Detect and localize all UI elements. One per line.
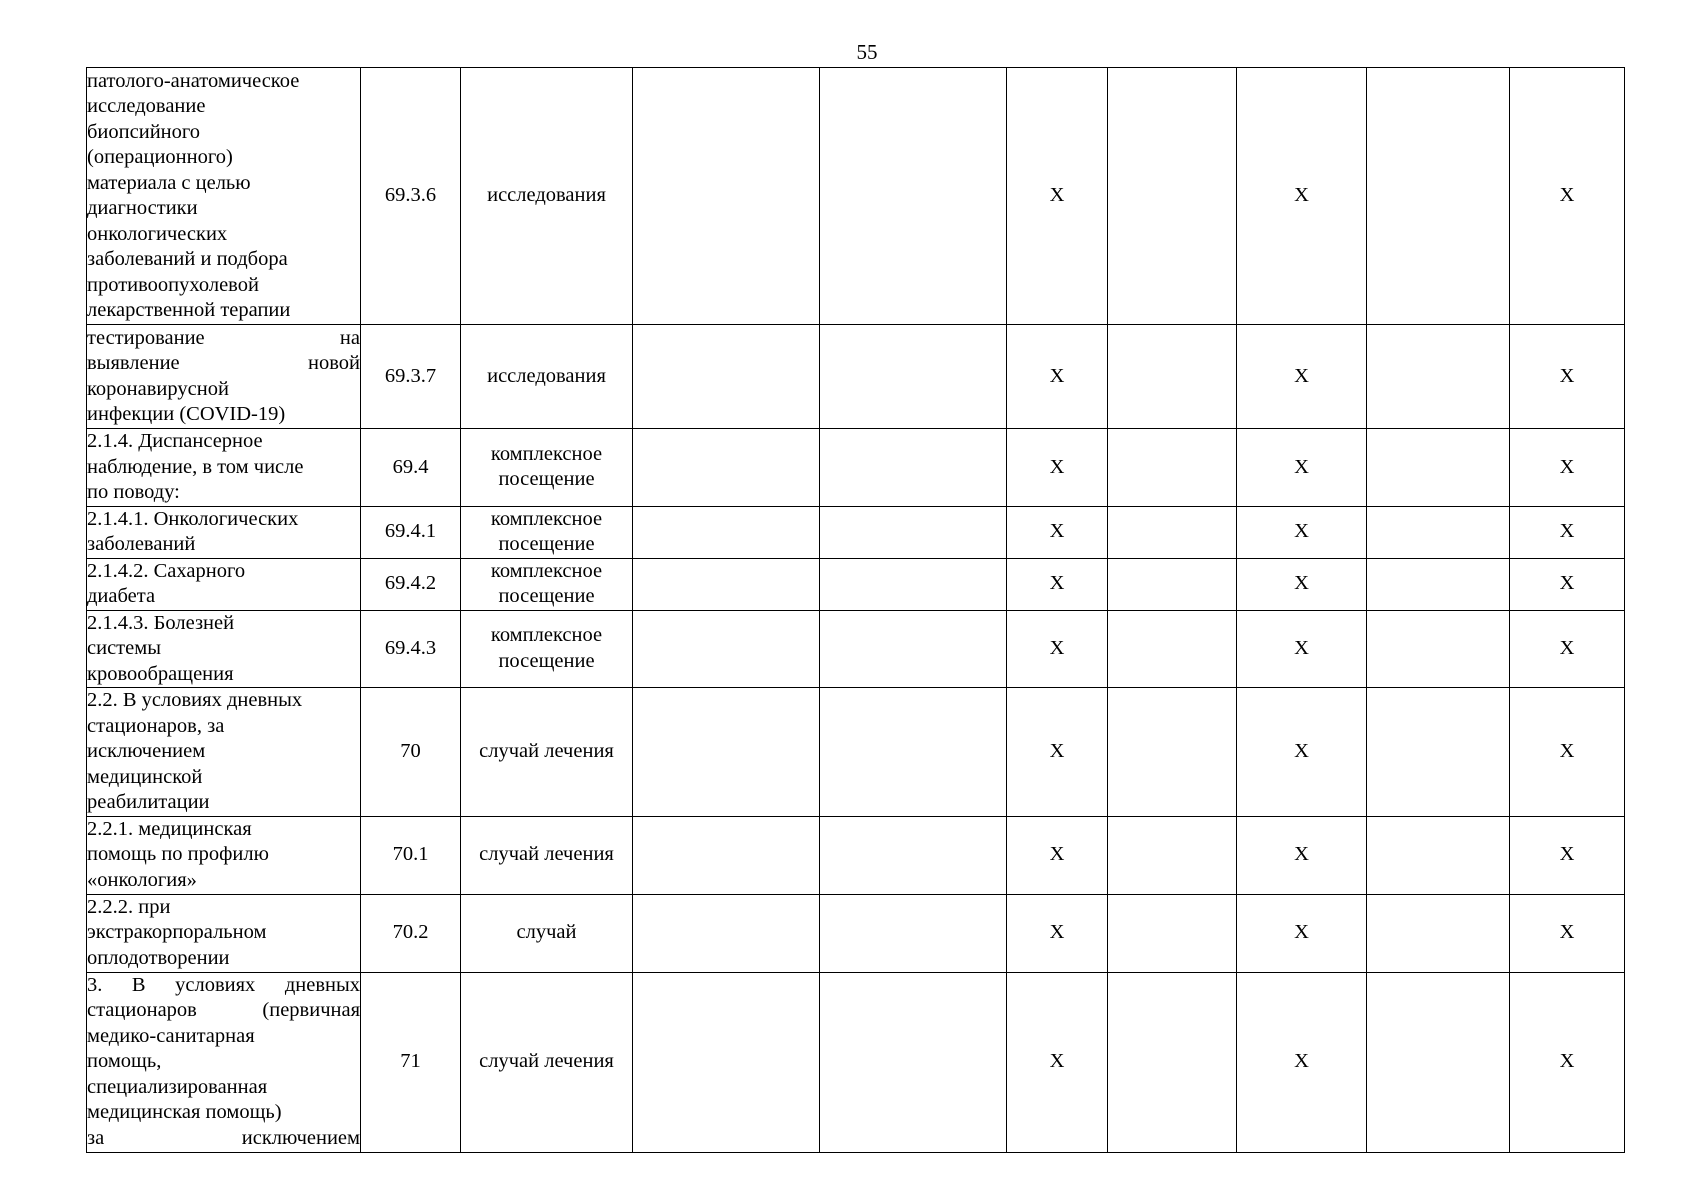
row-name-line: инфекции (COVID-19) [87,403,286,425]
row-unit-cell: случай лечения [461,816,633,894]
row-name-cell [87,325,361,429]
table-row [87,429,1625,507]
row-unit-cell: случай лечения [461,972,633,1152]
row-name-line: помощь, [87,1050,162,1073]
x-mark-cell: Х [1237,816,1367,894]
empty-cell [1367,972,1510,1152]
empty-cell [1108,816,1237,894]
x-mark-cell: Х [1510,894,1625,972]
empty-cell [1108,325,1237,429]
x-mark-cell: Х [1007,68,1108,325]
empty-cell [633,972,820,1152]
row-unit-cell: комплексное посещение [461,506,633,558]
row-name-cell [87,610,361,688]
row-name-cell [87,429,361,507]
empty-cell [1367,429,1510,507]
row-name-line: кровообращения [87,662,234,685]
row-name-line: 2.1.4.2. Сахарного [87,559,246,582]
empty-cell [1367,68,1510,325]
row-name-line: стационаров (первичная [87,999,360,1022]
row-name-line: материала с целью [87,171,251,194]
row-name-line: помощь по профилю [87,843,269,866]
row-name-line: диагностики [87,197,198,219]
row-unit-cell: комплексное посещение [461,429,633,507]
row-name-line: лекарственной терапии [87,299,291,321]
empty-cell [820,429,1007,507]
row-name-line: «онкология» [87,868,197,891]
x-mark-cell: Х [1007,610,1108,688]
row-name-line: онкологических [87,222,228,245]
row-name-line: заболеваний и подбора [87,248,288,270]
row-name-cell [87,972,361,1152]
row-name-line: 2.2. В условиях дневных [87,689,303,711]
empty-cell [1367,558,1510,610]
empty-cell [820,325,1007,429]
row-name-line: исследование [87,95,206,117]
empty-cell [1108,68,1237,325]
row-unit-cell: исследования [461,325,633,429]
row-code-cell: 70 [361,688,461,817]
page-number: 55 [856,40,878,64]
empty-cell [633,506,820,558]
x-mark-cell: Х [1007,429,1108,507]
empty-cell [820,816,1007,894]
x-mark-cell: Х [1007,325,1108,429]
row-name-line: исключением [87,740,206,762]
empty-cell [1108,972,1237,1152]
row-name-line: патолого-анатомическое [87,69,300,92]
empty-cell [820,558,1007,610]
empty-cell [633,816,820,894]
table-row [87,688,1625,817]
row-name-line: коронавирусной [87,377,229,400]
x-mark-cell: Х [1007,816,1108,894]
row-name-line: по поводу: [87,481,180,503]
empty-cell [633,68,820,325]
empty-cell [1367,325,1510,429]
row-name-line: заболеваний [87,533,196,555]
row-name-line: 3. В условиях дневных [87,973,360,996]
x-mark-cell: Х [1237,325,1367,429]
x-mark-cell: Х [1510,68,1625,325]
row-name-line: специализированная [87,1075,268,1098]
row-name-cell [87,558,361,610]
x-mark-cell: Х [1510,558,1625,610]
row-name-line: медико-санитарная [87,1024,255,1047]
empty-cell [1108,506,1237,558]
row-name-cell [87,816,361,894]
row-name-line: 2.2.1. медицинская [87,817,252,840]
empty-cell [633,325,820,429]
empty-cell [1108,894,1237,972]
table-row [87,894,1625,972]
empty-cell [633,558,820,610]
x-mark-cell: Х [1007,972,1108,1152]
x-mark-cell: Х [1237,688,1367,817]
row-code-cell: 71 [361,972,461,1152]
empty-cell [1108,688,1237,817]
row-name-line: стационаров, за [87,714,225,737]
x-mark-cell: Х [1510,325,1625,429]
row-name-line: 2.2.2. при [87,895,171,918]
row-unit-cell: комплексное посещение [461,558,633,610]
row-name-line: экстракорпоральном [87,921,267,944]
row-name-cell [87,688,361,817]
row-code-cell: 69.4 [361,429,461,507]
x-mark-cell: Х [1510,429,1625,507]
x-mark-cell: Х [1237,972,1367,1152]
x-mark-cell: Х [1237,894,1367,972]
x-mark-cell: Х [1510,688,1625,817]
row-name-line: реабилитации [87,791,210,813]
x-mark-cell: Х [1007,688,1108,817]
x-mark-cell: Х [1510,506,1625,558]
empty-cell [1367,506,1510,558]
row-name-line: системы [87,637,161,659]
row-name-line: выявление новой [87,352,360,374]
empty-cell [820,506,1007,558]
row-unit-cell: случай лечения [461,688,633,817]
x-mark-cell: Х [1237,610,1367,688]
empty-cell [633,894,820,972]
row-code-cell: 69.4.1 [361,506,461,558]
row-name-line: наблюдение, в том числе [87,455,304,478]
x-mark-cell: Х [1237,558,1367,610]
x-mark-cell: Х [1237,429,1367,507]
x-mark-cell: Х [1510,972,1625,1152]
empty-cell [820,610,1007,688]
row-name-line: тестирование на [87,326,360,349]
table-row [87,816,1625,894]
row-code-cell: 70.1 [361,816,461,894]
table-row [87,972,1625,1152]
row-unit-cell: исследования [461,68,633,325]
x-mark-cell: Х [1237,68,1367,325]
row-code-cell: 69.3.6 [361,68,461,325]
row-unit-cell: комплексное посещение [461,610,633,688]
x-mark-cell: Х [1510,610,1625,688]
x-mark-cell: Х [1007,506,1108,558]
row-name-line: (операционного) [87,146,233,168]
x-mark-cell: Х [1237,506,1367,558]
row-code-cell: 69.3.7 [361,325,461,429]
row-name-cell [87,68,361,325]
row-name-line: диабета [87,585,156,607]
row-name-line: 2.1.4.1. Онкологических [87,507,299,530]
empty-cell [1108,429,1237,507]
table-row [87,325,1625,429]
row-name-line: биопсийного [87,120,201,143]
empty-cell [633,688,820,817]
table-row [87,68,1625,325]
row-name-line: медицинская помощь) [87,1101,282,1124]
row-name-line: оплодотворении [87,946,230,969]
empty-cell [820,688,1007,817]
x-mark-cell: Х [1510,816,1625,894]
row-name-line: медицинской [87,765,203,788]
empty-cell [1367,816,1510,894]
empty-cell [1108,558,1237,610]
empty-cell [633,610,820,688]
row-unit-cell: случай [461,894,633,972]
empty-cell [1367,894,1510,972]
table-row [87,558,1625,610]
x-mark-cell: Х [1007,558,1108,610]
empty-cell [820,68,1007,325]
empty-cell [1367,610,1510,688]
empty-cell [633,429,820,507]
empty-cell [1108,610,1237,688]
row-name-cell [87,506,361,558]
row-name-cell [87,894,361,972]
table-row [87,506,1625,558]
empty-cell [1367,688,1510,817]
data-table [86,67,1625,1153]
row-code-cell: 70.2 [361,894,461,972]
row-code-cell: 69.4.3 [361,610,461,688]
row-name-line: за исключением [87,1126,360,1149]
row-name-line: 2.1.4.3. Болезней [87,611,235,634]
table-row [87,610,1625,688]
empty-cell [820,972,1007,1152]
x-mark-cell: Х [1007,894,1108,972]
row-code-cell: 69.4.2 [361,558,461,610]
row-name-line: 2.1.4. Диспансерное [87,430,263,452]
row-name-line: противоопухолевой [87,273,259,296]
empty-cell [820,894,1007,972]
